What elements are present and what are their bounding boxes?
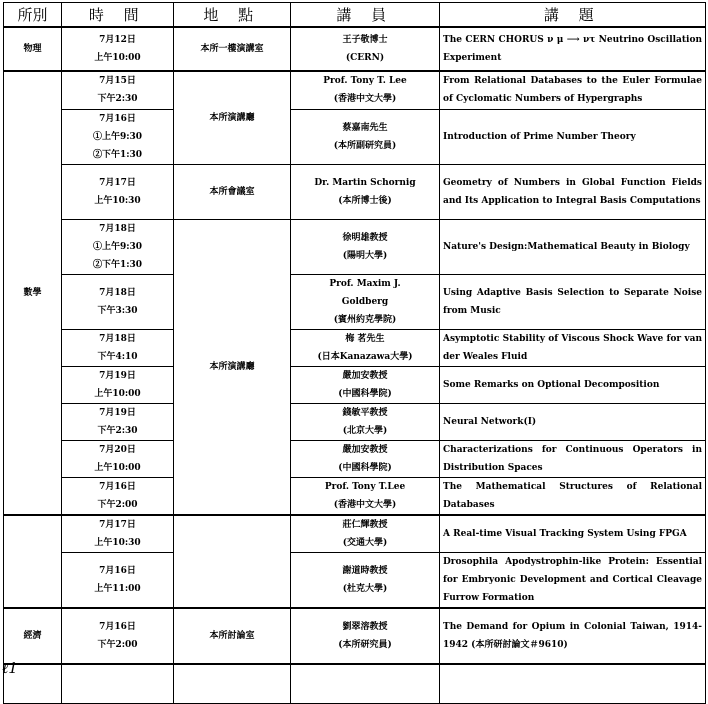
table-row bbox=[4, 164, 706, 219]
field-cell: 數學 bbox=[4, 71, 62, 515]
time-cell: 7月17日 上午10:30 bbox=[62, 164, 174, 219]
time-cell: 7月17日 上午10:30 bbox=[62, 515, 174, 553]
time-cell bbox=[62, 664, 174, 703]
speaker-cell: 徐明雄教授 (陽明大學) bbox=[291, 219, 440, 274]
table-row bbox=[4, 440, 706, 477]
table-row bbox=[4, 27, 706, 71]
speaker-cell: 梅 茗先生 (日本Kanazawa大學) bbox=[291, 329, 440, 366]
speaker-cell: 嚴加安教授 (中國科學院) bbox=[291, 366, 440, 403]
table-row bbox=[4, 366, 706, 403]
topic-cell: Nature's Design:Mathematical Beauty in Biology bbox=[440, 219, 706, 274]
header-speaker: 講 員 bbox=[291, 3, 440, 28]
place-cell bbox=[174, 515, 291, 609]
topic-cell: The Demand for Opium in Colonial Taiwan, 1914-1942 (本所研討論文＃9610) bbox=[440, 608, 706, 664]
speaker-cell: Prof. Maxim J. Goldberg (賓州約克學院) bbox=[291, 274, 440, 329]
table-row bbox=[4, 274, 706, 329]
speaker-cell: 劉翠溶教授 (本所研究員) bbox=[291, 608, 440, 664]
time-cell: 7月16日 ①上午9:30 ②下午1:30 bbox=[62, 109, 174, 164]
time-cell: 7月16日 下午2:00 bbox=[62, 608, 174, 664]
time-cell: 7月18日 ①上午9:30 ②下午1:30 bbox=[62, 219, 174, 274]
table-row bbox=[4, 477, 706, 515]
speaker-cell: 王子敬博士 (CERN) bbox=[291, 27, 440, 71]
table-row bbox=[4, 664, 706, 703]
table-row bbox=[4, 608, 706, 664]
topic-cell: From Relational Databases to the Euler Formulae of Cyclomatic Numbers of Hypergraphs bbox=[440, 71, 706, 109]
time-cell: 7月12日 上午10:00 bbox=[62, 27, 174, 71]
header-time: 時 間 bbox=[62, 3, 174, 28]
field-cell: 物理 bbox=[4, 27, 62, 71]
place-cell: 本所一樓演講室 bbox=[174, 27, 291, 71]
time-cell: 7月18日 下午3:30 bbox=[62, 274, 174, 329]
topic-cell: The Mathematical Structures of Relational Databases bbox=[440, 477, 706, 515]
table-row bbox=[4, 329, 706, 366]
time-cell: 7月20日 上午10:00 bbox=[62, 440, 174, 477]
footer-mark: ℓ1 bbox=[2, 659, 18, 677]
header-topic: 講 題 bbox=[440, 3, 706, 28]
topic-cell: Using Adaptive Basis Selection to Separate Noise from Music bbox=[440, 274, 706, 329]
field-cell bbox=[4, 515, 62, 609]
time-cell: 7月16日 上午11:00 bbox=[62, 553, 174, 609]
header-row bbox=[4, 3, 706, 28]
place-cell bbox=[174, 664, 291, 703]
topic-cell: Introduction of Prime Number Theory bbox=[440, 109, 706, 164]
topic-cell: Characterizations for Continuous Operators in Distribution Spaces bbox=[440, 440, 706, 477]
time-cell: 7月19日 上午10:00 bbox=[62, 366, 174, 403]
time-cell: 7月19日 下午2:30 bbox=[62, 403, 174, 440]
place-cell: 本所討論室 bbox=[174, 608, 291, 664]
table-row bbox=[4, 403, 706, 440]
speaker-cell: 嚴加安教授 (中國科學院) bbox=[291, 440, 440, 477]
table-row bbox=[4, 109, 706, 164]
place-cell: 本所演講廳 bbox=[174, 71, 291, 164]
speaker-cell bbox=[291, 664, 440, 703]
table-row bbox=[4, 71, 706, 109]
topic-cell: Some Remarks on Optional Decomposition bbox=[440, 366, 706, 403]
speaker-cell: Dr. Martin Schornig (本所博士後) bbox=[291, 164, 440, 219]
schedule-table bbox=[3, 2, 706, 704]
topic-cell: The CERN CHORUS ν μ ⟶ ντ Neutrino Oscillation Experiment bbox=[440, 27, 706, 71]
speaker-cell: Prof. Tony T. Lee (香港中文大學) bbox=[291, 71, 440, 109]
speaker-cell: Prof. Tony T.Lee (香港中文大學) bbox=[291, 477, 440, 515]
place-cell: 本所會議室 bbox=[174, 164, 291, 219]
table-row bbox=[4, 219, 706, 274]
speaker-cell: 錢敏平教授 (北京大學) bbox=[291, 403, 440, 440]
place-cell: 本所演講廳 bbox=[174, 219, 291, 515]
speaker-cell: 莊仁輝教授 (交通大學) bbox=[291, 515, 440, 553]
header-field: 所別 bbox=[4, 3, 62, 28]
topic-cell: Geometry of Numbers in Global Function Fields and Its Application to Integral Basis Computations bbox=[440, 164, 706, 219]
time-cell: 7月15日 下午2:30 bbox=[62, 71, 174, 109]
header-place: 地 點 bbox=[174, 3, 291, 28]
topic-cell: A Real-time Visual Tracking System Using FPGA bbox=[440, 515, 706, 553]
topic-cell: Neural Network(I) bbox=[440, 403, 706, 440]
time-cell: 7月16日 下午2:00 bbox=[62, 477, 174, 515]
topic-cell bbox=[440, 664, 706, 703]
time-cell: 7月18日 下午4:10 bbox=[62, 329, 174, 366]
topic-cell: Drosophila Apodystrophin-like Protein: Essential for Embryonic Development and Cortical Cleavage Furrow Formation bbox=[440, 553, 706, 609]
speaker-cell: 謝道時教授 (杜克大學) bbox=[291, 553, 440, 609]
table-row bbox=[4, 515, 706, 553]
speaker-cell: 蔡嘉南先生 (本所副研究員) bbox=[291, 109, 440, 164]
table-row bbox=[4, 553, 706, 609]
topic-cell: Asymptotic Stability of Viscous Shock Wave for van der Weales Fluid bbox=[440, 329, 706, 366]
field-cell: 經濟 bbox=[4, 608, 62, 664]
